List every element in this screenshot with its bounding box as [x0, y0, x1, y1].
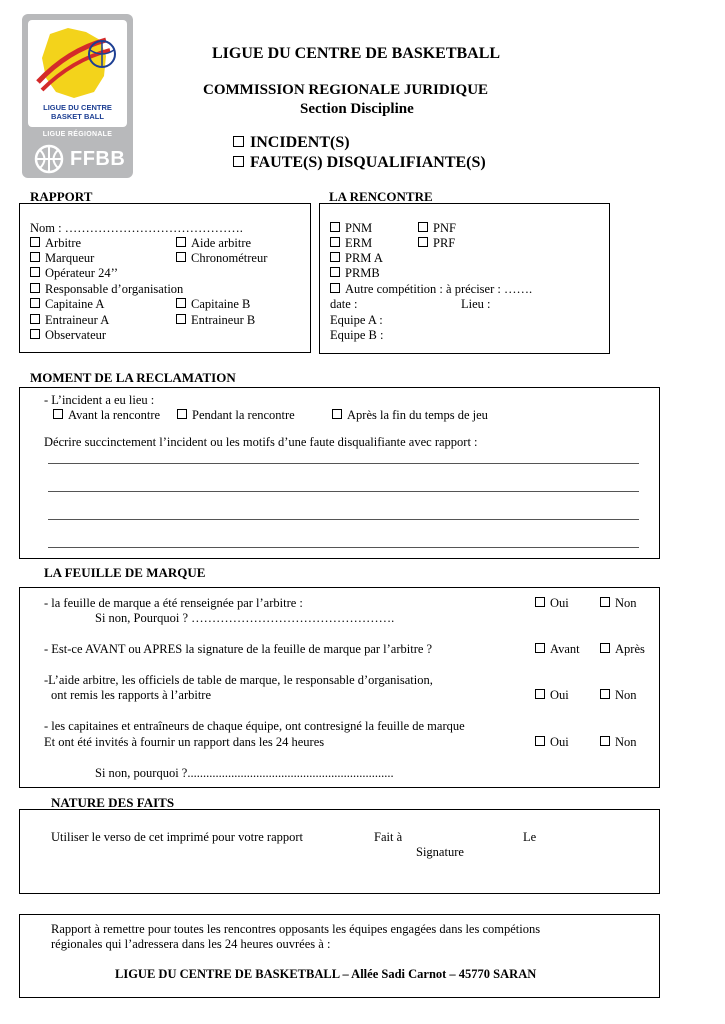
q3-oui[interactable]: Oui: [535, 688, 569, 703]
logo-name: LIGUE DU CENTRE BASKET BALL: [43, 103, 112, 121]
checkbox[interactable]: [535, 643, 545, 653]
level-prf[interactable]: PRF: [418, 236, 455, 251]
page-title: LIGUE DU CENTRE DE BASKETBALL: [212, 45, 501, 62]
checkbox[interactable]: [418, 222, 428, 232]
q3-label-line1: -L’aide arbitre, les officiels de table de marque, le responsable d’organisation,: [44, 673, 433, 687]
footer-box: [19, 914, 660, 998]
checkbox[interactable]: [176, 314, 186, 324]
q2-avant[interactable]: Avant: [535, 642, 580, 657]
section-title: Section Discipline: [300, 101, 414, 117]
rencontre-box: [319, 203, 610, 354]
checkbox[interactable]: [30, 314, 40, 324]
level-autre[interactable]: Autre compétition : à préciser : …….: [330, 282, 532, 297]
verso-note: Utiliser le verso de cet imprimé pour votre rapport: [51, 830, 304, 844]
checkbox[interactable]: [30, 237, 40, 247]
write-line[interactable]: [48, 547, 639, 548]
date-field[interactable]: date :: [330, 297, 358, 311]
option-incident[interactable]: INCIDENT(S): [233, 134, 350, 152]
level-pnm[interactable]: PNM: [330, 221, 372, 236]
q1-oui[interactable]: Oui: [535, 596, 569, 611]
role-chronometreur[interactable]: Chronométreur: [176, 251, 267, 266]
signature-field[interactable]: Signature: [416, 845, 464, 859]
equipe-a-field[interactable]: Equipe A :: [330, 313, 383, 327]
fait-a-field[interactable]: Fait à: [374, 830, 403, 844]
feuille-heading: LA FEUILLE DE MARQUE: [44, 565, 206, 580]
role-responsable[interactable]: Responsable d’organisation: [30, 282, 183, 297]
checkbox[interactable]: [330, 222, 340, 232]
q2-label: - Est-ce AVANT ou APRES la signature de la feuille de marque par l’arbitre ?: [44, 642, 433, 656]
moment-avant[interactable]: Avant la rencontre: [53, 408, 160, 423]
role-marqueur[interactable]: Marqueur: [30, 251, 94, 266]
q3-non[interactable]: Non: [600, 688, 637, 703]
q1-non[interactable]: Non: [600, 596, 637, 611]
moment-heading: MOMENT DE LA RECLAMATION: [30, 370, 236, 385]
role-entraineur-a[interactable]: Entraineur A: [30, 313, 109, 328]
basketball-icon: [34, 144, 64, 174]
q4-sub[interactable]: Si non, pourquoi ?..................................................................: [95, 766, 394, 780]
nature-heading: NATURE DES FAITS: [51, 795, 175, 810]
q3-label-line2: ont remis les rapports à l’arbitre: [51, 688, 212, 702]
checkbox[interactable]: [535, 597, 545, 607]
role-capitaine-b[interactable]: Capitaine B: [176, 297, 250, 312]
footer-line1: Rapport à remettre pour toutes les rencontres opposants les équipes engagées dans les compétions: [51, 922, 541, 936]
role-aide-arbitre[interactable]: Aide arbitre: [176, 236, 251, 251]
checkbox[interactable]: [177, 409, 187, 419]
feuille-box: [19, 587, 660, 788]
role-capitaine-a[interactable]: Capitaine A: [30, 297, 104, 312]
q4-oui[interactable]: Oui: [535, 735, 569, 750]
level-prmb[interactable]: PRMB: [330, 266, 380, 281]
checkbox[interactable]: [600, 597, 610, 607]
lieu-field[interactable]: Lieu :: [461, 297, 491, 311]
checkbox[interactable]: [30, 298, 40, 308]
checkbox[interactable]: [53, 409, 63, 419]
q1-sub[interactable]: Si non, Pourquoi ? ………………………………………….: [95, 611, 395, 625]
logo-band: LIGUE RÉGIONALE: [42, 131, 113, 138]
checkbox[interactable]: [418, 237, 428, 247]
checkbox[interactable]: [233, 136, 244, 147]
checkbox[interactable]: [332, 409, 342, 419]
checkbox[interactable]: [600, 643, 610, 653]
rapport-heading: RAPPORT: [30, 189, 93, 204]
commission-title: COMMISSION REGIONALE JURIDIQUE: [203, 82, 489, 98]
rapport-box: [19, 203, 311, 353]
rencontre-heading: LA RENCONTRE: [329, 189, 433, 204]
checkbox[interactable]: [176, 298, 186, 308]
q2-apres[interactable]: Après: [600, 642, 645, 657]
role-arbitre[interactable]: Arbitre: [30, 236, 81, 251]
logo-emblem: [28, 20, 127, 127]
checkbox[interactable]: [600, 689, 610, 699]
option-faute[interactable]: FAUTE(S) DISQUALIFIANTE(S): [233, 154, 486, 172]
checkbox[interactable]: [330, 252, 340, 262]
equipe-b-field[interactable]: Equipe B :: [330, 328, 384, 342]
footer-line2: régionales qui l’adressera dans les 24 heures ouvrées à :: [51, 937, 331, 951]
checkbox[interactable]: [30, 329, 40, 339]
checkbox[interactable]: [535, 689, 545, 699]
checkbox[interactable]: [330, 283, 340, 293]
role-operateur[interactable]: Opérateur 24’’: [30, 266, 118, 281]
checkbox[interactable]: [233, 156, 244, 167]
le-field[interactable]: Le: [523, 830, 537, 844]
moment-box: [19, 387, 660, 559]
footer-address: LIGUE DU CENTRE DE BASKETBALL – Allée Sadi Carnot – 45770 SARAN: [115, 967, 537, 981]
nature-box: [19, 809, 660, 894]
q4-non[interactable]: Non: [600, 735, 637, 750]
moment-apres[interactable]: Après la fin du temps de jeu: [332, 408, 488, 423]
checkbox[interactable]: [330, 237, 340, 247]
checkbox[interactable]: [30, 267, 40, 277]
write-line[interactable]: [48, 491, 639, 492]
decrire-label: Décrire succinctement l’incident ou les motifs d’une faute disqualifiante avec rapport :: [44, 435, 478, 449]
level-erm[interactable]: ERM: [330, 236, 372, 251]
checkbox[interactable]: [330, 267, 340, 277]
checkbox[interactable]: [600, 736, 610, 746]
checkbox[interactable]: [176, 252, 186, 262]
ligue-logo: [22, 14, 133, 178]
checkbox[interactable]: [535, 736, 545, 746]
q4-label-line2: Et ont été invités à fournir un rapport dans les 24 heures: [44, 735, 325, 749]
checkbox[interactable]: [176, 237, 186, 247]
role-entraineur-b[interactable]: Entraineur B: [176, 313, 255, 328]
q1-label: - la feuille de marque a été renseignée par l’arbitre :: [44, 596, 303, 610]
write-line[interactable]: [48, 519, 639, 520]
nom-field[interactable]: Nom : …………………………………….: [30, 221, 243, 235]
write-line[interactable]: [48, 463, 639, 464]
level-prm-a[interactable]: PRM A: [330, 251, 383, 266]
q4-label-line1: - les capitaines et entraîneurs de chaque équipe, ont contresigné la feuille de marque: [44, 719, 465, 733]
moment-pendant[interactable]: Pendant la rencontre: [177, 408, 295, 423]
role-observateur[interactable]: Observateur: [30, 328, 106, 343]
checkbox[interactable]: [30, 252, 40, 262]
moment-intro: - L’incident a eu lieu :: [44, 393, 155, 407]
checkbox[interactable]: [30, 283, 40, 293]
level-pnf[interactable]: PNF: [418, 221, 456, 236]
ffbb-mark: FFBB: [34, 146, 124, 172]
